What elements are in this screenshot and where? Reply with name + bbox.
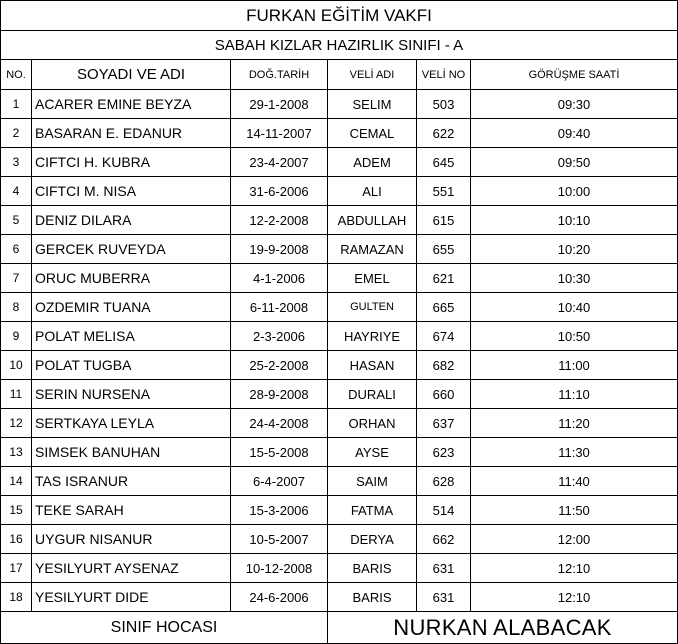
cell-name: TEKE SARAH <box>32 496 231 525</box>
cell-birth-date: 28-9-2008 <box>231 380 328 409</box>
cell-meeting-time: 12:00 <box>471 525 678 554</box>
cell-name: SERTKAYA LEYLA <box>32 409 231 438</box>
cell-parent: RAMAZAN <box>328 235 417 264</box>
cell-name: UYGUR NISANUR <box>32 525 231 554</box>
cell-parent: ABDULLAH <box>328 206 417 235</box>
cell-meeting-time: 10:00 <box>471 177 678 206</box>
cell-no: 13 <box>1 438 32 467</box>
cell-parent: GULTEN <box>328 293 417 322</box>
cell-parent-no: 655 <box>417 235 471 264</box>
cell-parent: ORHAN <box>328 409 417 438</box>
cell-parent-no: 637 <box>417 409 471 438</box>
table-row <box>1 467 678 496</box>
cell-name: OZDEMIR TUANA <box>32 293 231 322</box>
cell-parent: CEMAL <box>328 119 417 148</box>
cell-parent: DERYA <box>328 525 417 554</box>
cell-parent: FATMA <box>328 496 417 525</box>
table-row <box>1 90 678 119</box>
cell-birth-date: 4-1-2006 <box>231 264 328 293</box>
table-row <box>1 148 678 177</box>
cell-name: SERIN NURSENA <box>32 380 231 409</box>
cell-parent-no: 665 <box>417 293 471 322</box>
cell-parent-no: 631 <box>417 583 471 612</box>
table-row <box>1 438 678 467</box>
table-row <box>1 496 678 525</box>
cell-name: SIMSEK BANUHAN <box>32 438 231 467</box>
cell-no: 12 <box>1 409 32 438</box>
cell-meeting-time: 09:50 <box>471 148 678 177</box>
cell-name: POLAT MELISA <box>32 322 231 351</box>
cell-birth-date: 24-4-2008 <box>231 409 328 438</box>
table-row <box>1 322 678 351</box>
cell-no: 2 <box>1 119 32 148</box>
cell-parent-no: 623 <box>417 438 471 467</box>
cell-parent: AYSE <box>328 438 417 467</box>
cell-meeting-time: 10:50 <box>471 322 678 351</box>
cell-parent: HAYRIYE <box>328 322 417 351</box>
cell-meeting-time: 11:40 <box>471 467 678 496</box>
header-row <box>1 60 678 90</box>
cell-name: GERCEK RUVEYDA <box>32 235 231 264</box>
cell-parent-no: 621 <box>417 264 471 293</box>
cell-no: 6 <box>1 235 32 264</box>
cell-parent: SAIM <box>328 467 417 496</box>
cell-birth-date: 10-5-2007 <box>231 525 328 554</box>
cell-birth-date: 15-5-2008 <box>231 438 328 467</box>
header-parent-no: VELİ NO <box>417 60 471 90</box>
class-teacher-label: SINIF HOCASI <box>1 612 328 644</box>
cell-name: YESILYURT AYSENAZ <box>32 554 231 583</box>
cell-no: 4 <box>1 177 32 206</box>
cell-no: 7 <box>1 264 32 293</box>
cell-birth-date: 2-3-2006 <box>231 322 328 351</box>
cell-parent: DURALI <box>328 380 417 409</box>
table-row <box>1 525 678 554</box>
cell-parent: SELIM <box>328 90 417 119</box>
cell-no: 8 <box>1 293 32 322</box>
cell-parent-no: 615 <box>417 206 471 235</box>
cell-parent-no: 628 <box>417 467 471 496</box>
cell-birth-date: 29-1-2008 <box>231 90 328 119</box>
subtitle-row <box>1 31 678 60</box>
cell-meeting-time: 11:00 <box>471 351 678 380</box>
cell-meeting-time: 11:30 <box>471 438 678 467</box>
table-row <box>1 409 678 438</box>
header-name: SOYADI VE ADI <box>32 60 231 90</box>
cell-meeting-time: 10:10 <box>471 206 678 235</box>
table-row <box>1 264 678 293</box>
cell-parent-no: 682 <box>417 351 471 380</box>
cell-no: 18 <box>1 583 32 612</box>
cell-parent: EMEL <box>328 264 417 293</box>
cell-meeting-time: 11:50 <box>471 496 678 525</box>
class-teacher-name: NURKAN ALABACAK <box>328 612 678 644</box>
cell-parent: HASAN <box>328 351 417 380</box>
cell-parent: ALI <box>328 177 417 206</box>
student-rows <box>1 90 678 612</box>
cell-meeting-time: 11:10 <box>471 380 678 409</box>
cell-parent-no: 631 <box>417 554 471 583</box>
table-row <box>1 351 678 380</box>
cell-no: 10 <box>1 351 32 380</box>
table-row <box>1 380 678 409</box>
header-meeting-time: GÖRÜŞME SAATİ <box>471 60 678 90</box>
cell-name: DENIZ DILARA <box>32 206 231 235</box>
header-parent: VELİ ADI <box>328 60 417 90</box>
cell-birth-date: 6-4-2007 <box>231 467 328 496</box>
table-row <box>1 583 678 612</box>
cell-name: BASARAN E. EDANUR <box>32 119 231 148</box>
cell-no: 16 <box>1 525 32 554</box>
cell-parent: ADEM <box>328 148 417 177</box>
table-row <box>1 119 678 148</box>
cell-name: ORUC MUBERRA <box>32 264 231 293</box>
cell-no: 17 <box>1 554 32 583</box>
cell-birth-date: 14-11-2007 <box>231 119 328 148</box>
table-row <box>1 293 678 322</box>
cell-birth-date: 12-2-2008 <box>231 206 328 235</box>
cell-name: POLAT TUGBA <box>32 351 231 380</box>
cell-birth-date: 15-3-2006 <box>231 496 328 525</box>
cell-name: CIFTCI H. KUBRA <box>32 148 231 177</box>
cell-name: TAS ISRANUR <box>32 467 231 496</box>
cell-birth-date: 23-4-2007 <box>231 148 328 177</box>
cell-birth-date: 6-11-2008 <box>231 293 328 322</box>
cell-parent: BARIS <box>328 554 417 583</box>
cell-no: 11 <box>1 380 32 409</box>
cell-no: 5 <box>1 206 32 235</box>
cell-birth-date: 25-2-2008 <box>231 351 328 380</box>
table-row <box>1 206 678 235</box>
cell-name: CIFTCI M. NISA <box>32 177 231 206</box>
cell-parent-no: 503 <box>417 90 471 119</box>
table-row <box>1 554 678 583</box>
cell-name: ACARER EMINE BEYZA <box>32 90 231 119</box>
table-row <box>1 177 678 206</box>
header-no: NO. <box>1 60 32 90</box>
cell-meeting-time: 10:40 <box>471 293 678 322</box>
cell-no: 3 <box>1 148 32 177</box>
cell-birth-date: 10-12-2008 <box>231 554 328 583</box>
cell-meeting-time: 12:10 <box>471 583 678 612</box>
title-row <box>1 1 678 31</box>
cell-meeting-time: 10:30 <box>471 264 678 293</box>
cell-no: 14 <box>1 467 32 496</box>
cell-birth-date: 31-6-2006 <box>231 177 328 206</box>
cell-parent-no: 622 <box>417 119 471 148</box>
cell-name: YESILYURT DIDE <box>32 583 231 612</box>
cell-parent-no: 674 <box>417 322 471 351</box>
cell-meeting-time: 09:40 <box>471 119 678 148</box>
cell-parent-no: 660 <box>417 380 471 409</box>
cell-parent: BARIS <box>328 583 417 612</box>
cell-parent-no: 662 <box>417 525 471 554</box>
table-row <box>1 235 678 264</box>
cell-birth-date: 24-6-2006 <box>231 583 328 612</box>
document-subtitle: SABAH KIZLAR HAZIRLIK SINIFI - A <box>1 31 678 60</box>
cell-meeting-time: 09:30 <box>471 90 678 119</box>
cell-meeting-time: 10:20 <box>471 235 678 264</box>
header-birth-date: DOĞ.TARİH <box>231 60 328 90</box>
cell-parent-no: 551 <box>417 177 471 206</box>
footer-row <box>1 612 678 644</box>
cell-parent-no: 514 <box>417 496 471 525</box>
cell-no: 15 <box>1 496 32 525</box>
document-title: FURKAN EĞİTİM VAKFI <box>1 1 678 31</box>
cell-parent-no: 645 <box>417 148 471 177</box>
cell-no: 9 <box>1 322 32 351</box>
cell-meeting-time: 11:20 <box>471 409 678 438</box>
cell-no: 1 <box>1 90 32 119</box>
cell-birth-date: 19-9-2008 <box>231 235 328 264</box>
cell-meeting-time: 12:10 <box>471 554 678 583</box>
